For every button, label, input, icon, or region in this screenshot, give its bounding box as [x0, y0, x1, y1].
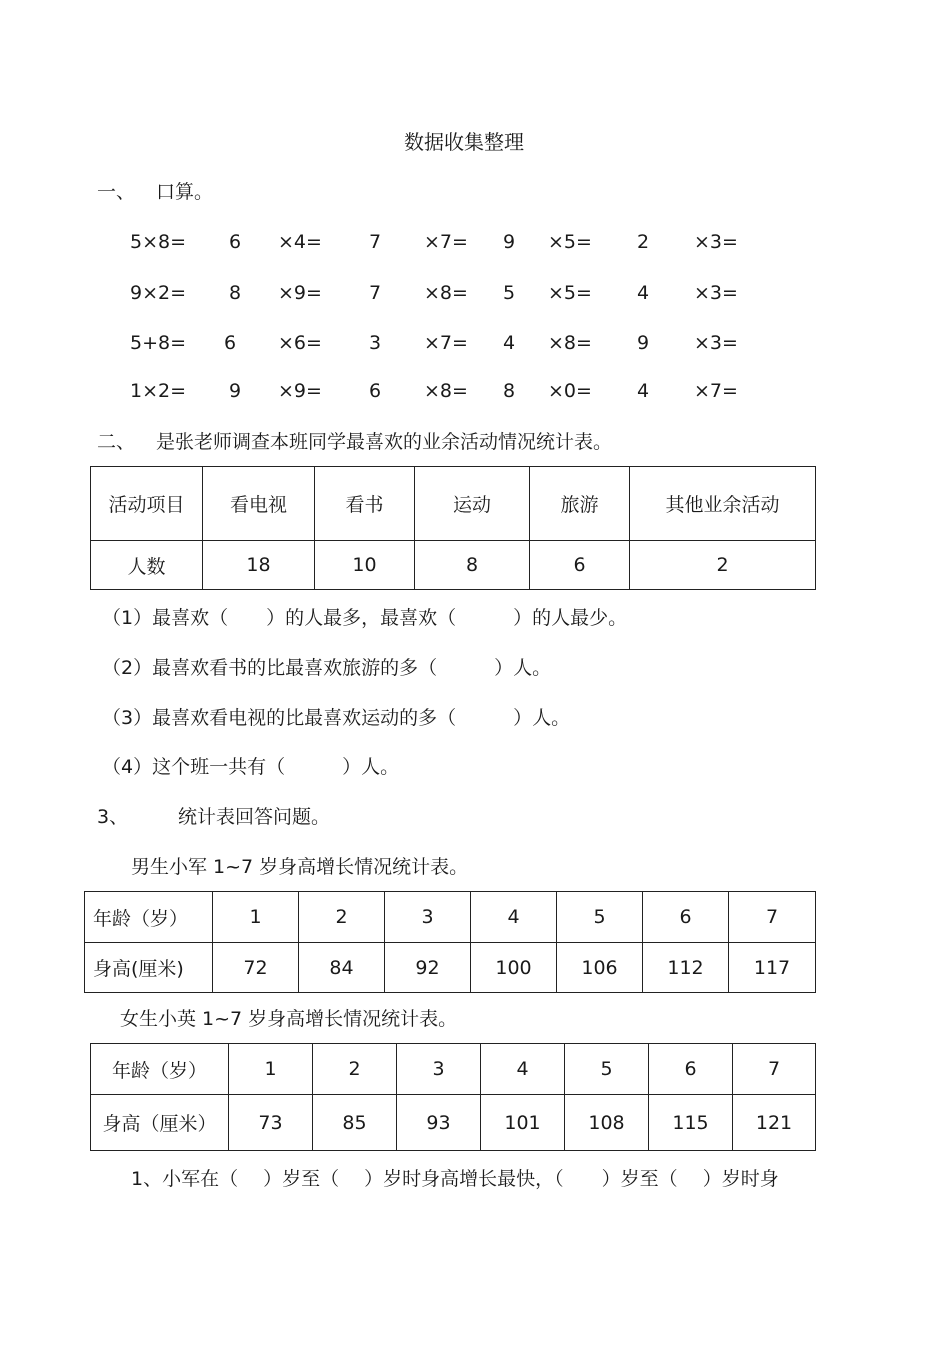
- math-item: ×8=: [548, 332, 592, 354]
- boy-table-caption: 男生小军 1~7 岁身高增长情况统计表。: [131, 856, 469, 878]
- table-cell: 93: [397, 1095, 481, 1151]
- math-item: 3: [369, 332, 382, 354]
- question-item: （4）这个班一共有（ ）人。: [102, 756, 400, 778]
- table-cell: 2: [299, 892, 385, 943]
- math-item: ×6=: [278, 332, 322, 354]
- section2-heading: 是张老师调查本班同学最喜欢的业余活动情况统计表。: [156, 431, 613, 453]
- table-cell: 3: [397, 1044, 481, 1095]
- math-item: 9×2=: [130, 282, 187, 304]
- math-item: 9: [637, 332, 650, 354]
- table-cell: 旅游: [530, 467, 630, 541]
- table-cell: 92: [385, 943, 471, 993]
- math-item: 8: [503, 380, 516, 402]
- math-item: ×8=: [424, 282, 468, 304]
- section1-label: 一、: [97, 181, 136, 203]
- math-item: ×3=: [694, 231, 738, 253]
- math-item: 6: [224, 332, 237, 354]
- question-item: （2）最喜欢看书的比最喜欢旅游的多（ ）人。: [102, 657, 552, 679]
- table-cell: 8: [415, 541, 530, 590]
- math-item: 5×8=: [130, 231, 187, 253]
- boy-age-row: [85, 892, 816, 943]
- math-item: ×5=: [548, 231, 592, 253]
- table-cell: 18: [203, 541, 315, 590]
- table-cell: 5: [565, 1044, 649, 1095]
- question-item: （3）最喜欢看电视的比最喜欢运动的多（ ）人。: [102, 707, 571, 729]
- table-cell: 2: [630, 541, 816, 590]
- girl-height-row: [91, 1095, 816, 1151]
- section3-question-1: 1、小军在（ ）岁至（ ）岁时身高增长最快，（ ）岁至（ ）岁时身: [131, 1168, 779, 1190]
- math-item: ×7=: [694, 380, 738, 402]
- table-cell: 101: [481, 1095, 565, 1151]
- activity-header-row: [91, 467, 816, 541]
- table-cell: 73: [229, 1095, 313, 1151]
- table-cell: 121: [733, 1095, 816, 1151]
- table-cell: 5: [557, 892, 643, 943]
- table-cell: 6: [530, 541, 630, 590]
- table-cell: 72: [213, 943, 299, 993]
- table-cell: 年龄（岁）: [91, 1044, 229, 1095]
- math-item: 5: [503, 282, 516, 304]
- table-cell: 6: [643, 892, 729, 943]
- section3-heading: 统计表回答问题。: [178, 806, 331, 828]
- math-item: 5+8=: [130, 332, 187, 354]
- math-item: 9: [229, 380, 242, 402]
- math-item: 4: [503, 332, 516, 354]
- table-cell: 85: [313, 1095, 397, 1151]
- table-cell: 112: [643, 943, 729, 993]
- table-cell: 106: [557, 943, 643, 993]
- math-item: 7: [369, 282, 382, 304]
- table-cell: 84: [299, 943, 385, 993]
- math-item: ×9=: [278, 380, 322, 402]
- girl-table-caption: 女生小英 1~7 岁身高增长情况统计表。: [120, 1008, 458, 1030]
- math-item: 8: [229, 282, 242, 304]
- table-cell: 1: [229, 1044, 313, 1095]
- table-cell: 3: [385, 892, 471, 943]
- table-cell: 身高(厘米): [85, 943, 213, 993]
- girl-age-row: [91, 1044, 816, 1095]
- math-item: ×5=: [548, 282, 592, 304]
- table-cell: 身高（厘米）: [91, 1095, 229, 1151]
- table-cell: 7: [733, 1044, 816, 1095]
- math-item: 4: [637, 282, 650, 304]
- table-cell: 运动: [415, 467, 530, 541]
- girl-height-table: [90, 1043, 816, 1151]
- boy-height-table: [84, 891, 816, 993]
- math-item: 4: [637, 380, 650, 402]
- math-item: ×3=: [694, 282, 738, 304]
- table-cell: 117: [729, 943, 816, 993]
- table-cell: 108: [565, 1095, 649, 1151]
- table-cell: 10: [315, 541, 415, 590]
- math-item: ×7=: [424, 231, 468, 253]
- table-cell: 2: [313, 1044, 397, 1095]
- math-item: 9: [503, 231, 516, 253]
- math-item: 7: [369, 231, 382, 253]
- table-cell: 100: [471, 943, 557, 993]
- table-cell: 4: [471, 892, 557, 943]
- math-item: ×9=: [278, 282, 322, 304]
- activity-count-row: [91, 541, 816, 590]
- table-cell: 年龄（岁）: [85, 892, 213, 943]
- page-title: 数据收集整理: [404, 130, 524, 154]
- math-item: 6: [229, 231, 242, 253]
- math-item: 1×2=: [130, 380, 187, 402]
- table-cell: 115: [649, 1095, 733, 1151]
- section2-label: 二、: [97, 431, 136, 453]
- math-item: ×8=: [424, 380, 468, 402]
- math-item: ×4=: [278, 231, 322, 253]
- activity-table: [90, 466, 816, 590]
- table-cell: 7: [729, 892, 816, 943]
- table-cell: 1: [213, 892, 299, 943]
- table-cell: 4: [481, 1044, 565, 1095]
- section3-label: 3、: [97, 806, 129, 828]
- boy-height-row: [85, 943, 816, 993]
- table-cell: 6: [649, 1044, 733, 1095]
- table-cell: 人数: [91, 541, 203, 590]
- math-item: 6: [369, 380, 382, 402]
- table-cell: 活动项目: [91, 467, 203, 541]
- table-cell: 看书: [315, 467, 415, 541]
- math-item: 2: [637, 231, 650, 253]
- table-cell: 看电视: [203, 467, 315, 541]
- math-item: ×7=: [424, 332, 468, 354]
- math-item: ×0=: [548, 380, 592, 402]
- section1-heading: 口算。: [156, 181, 214, 203]
- question-item: （1）最喜欢（ ）的人最多，最喜欢（ ）的人最少。: [102, 607, 628, 629]
- table-cell: 其他业余活动: [630, 467, 816, 541]
- math-item: ×3=: [694, 332, 738, 354]
